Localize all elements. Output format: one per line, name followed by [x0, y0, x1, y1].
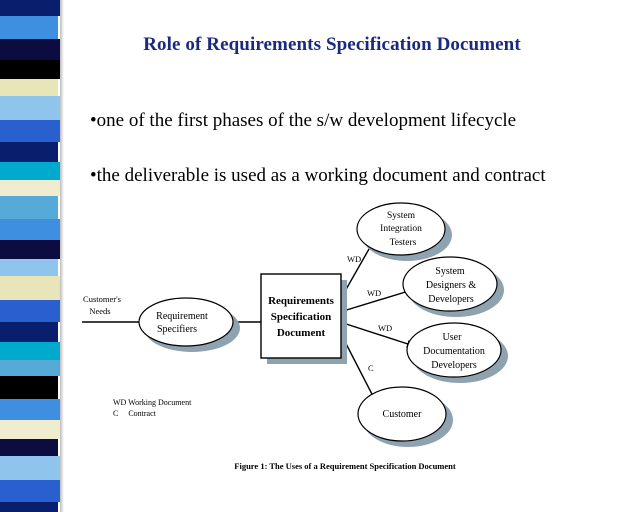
designers-label-3: Developers	[428, 294, 474, 305]
designers-label-1: System	[435, 266, 465, 277]
legend-wd: WD Working Document	[113, 398, 192, 407]
figure-caption: Figure 1: The Uses of a Requirement Specification Document	[234, 461, 456, 471]
document-label-2: Specification	[270, 311, 332, 323]
input-label-1: Customer's	[83, 294, 121, 304]
legend-c: C Contract	[113, 409, 156, 418]
node-requirements-document	[261, 274, 347, 364]
document-label-3: Document	[276, 327, 326, 339]
node-documentation-developers	[407, 323, 508, 383]
node-requirement-specifiers	[139, 298, 240, 352]
documentation-label-3: Developers	[431, 360, 477, 371]
specifiers-label-2: Specifiers	[157, 324, 197, 335]
edge-label-designers: WD	[367, 288, 382, 298]
testers-label-1: System	[387, 211, 415, 221]
node-customer	[358, 387, 453, 447]
specifiers-label-1: Requirement	[156, 311, 208, 322]
edge-label-documentation: WD	[378, 323, 393, 333]
edge-label-customer: C	[368, 363, 374, 373]
input-label-2: Needs	[89, 306, 111, 316]
testers-label-2: Integration	[380, 224, 422, 234]
customer-label: Customer	[382, 409, 422, 420]
node-integration-testers	[357, 203, 452, 261]
node-designers-developers	[403, 257, 504, 317]
bullet-2: •the deliverable is used as a working document and contract	[90, 165, 546, 186]
edge-documentation	[340, 322, 414, 346]
documentation-label-2: Documentation	[423, 346, 485, 357]
edge-label-testers: WD	[347, 254, 362, 264]
documentation-label-1: User	[442, 332, 462, 343]
designers-label-2: Designers &	[425, 280, 477, 291]
slide-title: Role of Requirements Specification Document	[143, 34, 521, 55]
bullet-1: •one of the first phases of the s/w development lifecycle	[90, 110, 517, 131]
testers-label-3: Testers	[389, 238, 417, 248]
document-label-1: Requirements	[268, 295, 334, 307]
